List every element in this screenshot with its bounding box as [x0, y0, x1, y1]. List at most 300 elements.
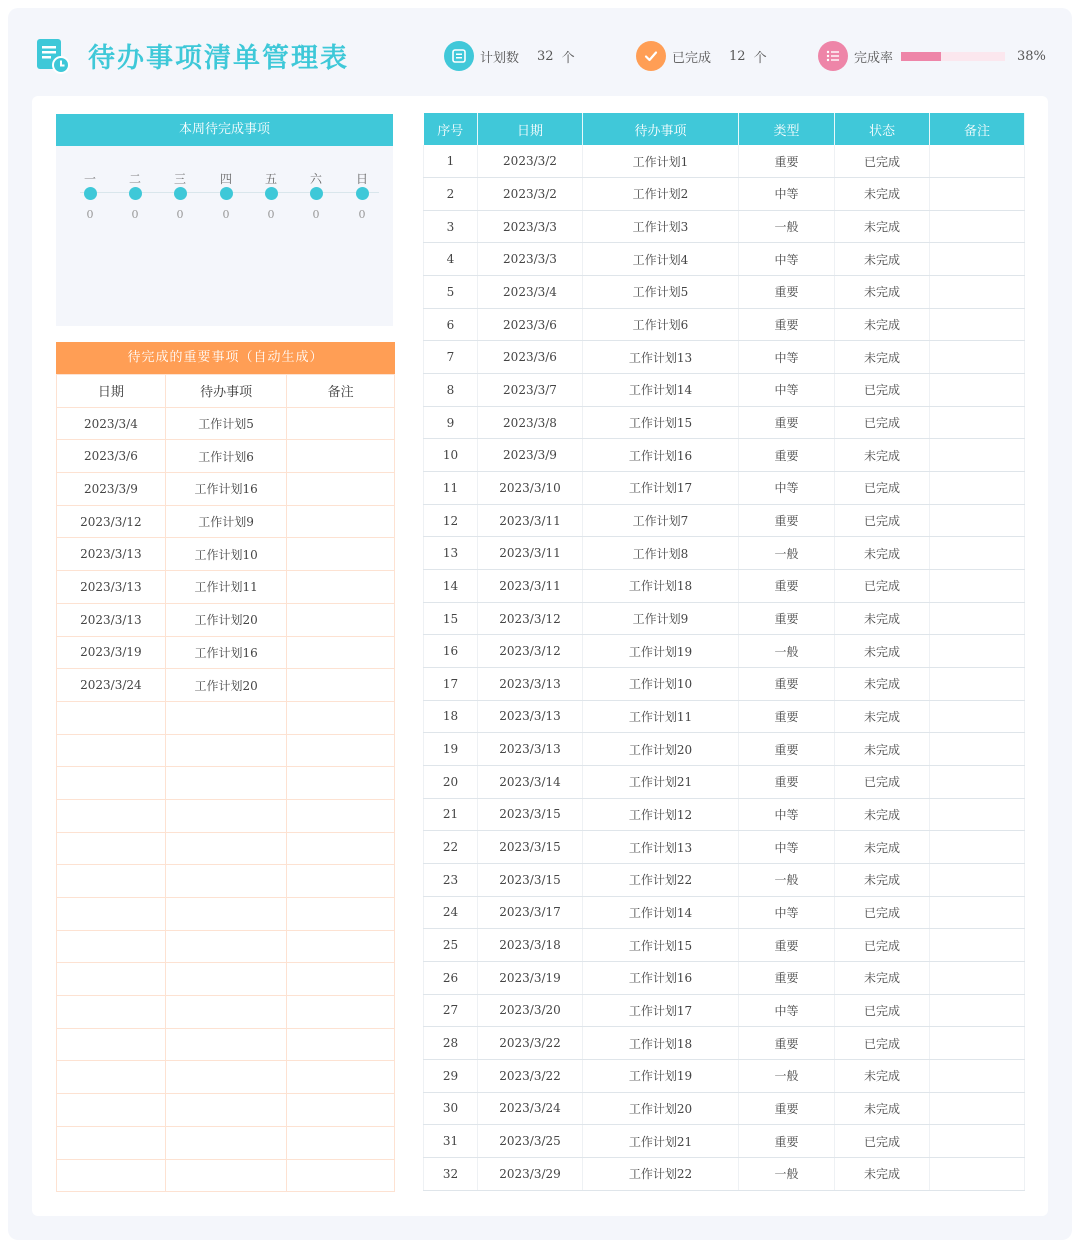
table-cell[interactable]: 中等 [739, 994, 835, 1027]
table-cell[interactable]: 未完成 [835, 798, 930, 831]
table-cell[interactable]: 2023/3/13 [478, 733, 583, 766]
table-cell[interactable]: 2023/3/22 [478, 1027, 583, 1060]
table-cell[interactable] [930, 1157, 1025, 1190]
table-cell[interactable]: 工作计划22 [583, 863, 739, 896]
table-row[interactable] [424, 504, 1025, 537]
table-row[interactable] [424, 145, 1025, 178]
table-cell[interactable]: 2023/3/19 [478, 961, 583, 994]
table-cell[interactable]: 2023/3/13 [57, 571, 166, 604]
table-cell[interactable]: 16 [424, 635, 478, 668]
table-cell[interactable] [930, 406, 1025, 439]
table-cell[interactable] [287, 571, 395, 604]
table-cell[interactable]: 8 [424, 374, 478, 407]
important-column-header[interactable]: 备注 [287, 375, 395, 408]
table-cell[interactable] [930, 1027, 1025, 1060]
table-cell[interactable] [287, 996, 395, 1029]
table-cell[interactable]: 工作计划11 [165, 571, 287, 604]
table-cell[interactable]: 2023/3/8 [478, 406, 583, 439]
table-row[interactable] [424, 635, 1025, 668]
table-cell[interactable]: 工作计划17 [583, 472, 739, 505]
task-column-header[interactable]: 类型 [739, 113, 835, 145]
table-cell[interactable]: 未完成 [835, 276, 930, 309]
table-cell[interactable]: 已完成 [835, 570, 930, 603]
table-cell[interactable]: 一般 [739, 1059, 835, 1092]
table-cell[interactable]: 重要 [739, 504, 835, 537]
table-row[interactable] [57, 963, 395, 996]
table-cell[interactable]: 未完成 [835, 733, 930, 766]
table-row[interactable] [424, 1027, 1025, 1060]
table-cell[interactable] [287, 898, 395, 931]
table-cell[interactable] [287, 636, 395, 669]
table-cell[interactable]: 重要 [739, 145, 835, 178]
table-cell[interactable]: 已完成 [835, 1125, 930, 1158]
table-cell[interactable]: 11 [424, 472, 478, 505]
table-cell[interactable]: 工作计划20 [165, 603, 287, 636]
table-cell[interactable] [165, 1028, 287, 1061]
table-cell[interactable]: 26 [424, 961, 478, 994]
table-row[interactable] [424, 798, 1025, 831]
table-cell[interactable]: 工作计划6 [583, 308, 739, 341]
table-cell[interactable]: 重要 [739, 439, 835, 472]
table-cell[interactable]: 工作计划3 [583, 210, 739, 243]
table-cell[interactable]: 重要 [739, 700, 835, 733]
table-cell[interactable] [930, 243, 1025, 276]
table-cell[interactable] [287, 603, 395, 636]
table-cell[interactable]: 工作计划21 [583, 1125, 739, 1158]
table-row[interactable] [424, 1092, 1025, 1125]
table-cell[interactable]: 工作计划12 [583, 798, 739, 831]
important-column-header[interactable]: 待办事项 [165, 375, 287, 408]
table-cell[interactable]: 未完成 [835, 635, 930, 668]
table-cell[interactable] [165, 734, 287, 767]
table-cell[interactable]: 重要 [739, 961, 835, 994]
table-row[interactable] [424, 537, 1025, 570]
table-cell[interactable]: 未完成 [835, 308, 930, 341]
table-cell[interactable] [930, 896, 1025, 929]
table-cell[interactable]: 已完成 [835, 929, 930, 962]
table-row[interactable] [424, 994, 1025, 1027]
table-cell[interactable]: 工作计划14 [583, 896, 739, 929]
table-cell[interactable]: 已完成 [835, 1027, 930, 1060]
table-cell[interactable]: 12 [424, 504, 478, 537]
table-cell[interactable] [165, 767, 287, 800]
table-cell[interactable]: 工作计划11 [583, 700, 739, 733]
table-cell[interactable]: 24 [424, 896, 478, 929]
table-cell[interactable]: 2023/3/6 [478, 308, 583, 341]
table-cell[interactable]: 2023/3/6 [57, 440, 166, 473]
table-row[interactable] [57, 701, 395, 734]
table-row[interactable] [424, 1157, 1025, 1190]
table-cell[interactable]: 重要 [739, 406, 835, 439]
table-row[interactable] [424, 374, 1025, 407]
table-cell[interactable] [165, 963, 287, 996]
table-cell[interactable]: 中等 [739, 374, 835, 407]
table-cell[interactable] [57, 1061, 166, 1094]
table-cell[interactable]: 一般 [739, 1157, 835, 1190]
table-cell[interactable]: 2023/3/6 [478, 341, 583, 374]
table-cell[interactable] [930, 537, 1025, 570]
table-cell[interactable] [287, 440, 395, 473]
table-cell[interactable] [287, 1126, 395, 1159]
table-cell[interactable]: 3 [424, 210, 478, 243]
table-row[interactable] [57, 473, 395, 506]
table-row[interactable] [57, 734, 395, 767]
table-cell[interactable]: 重要 [739, 929, 835, 962]
important-column-header[interactable]: 日期 [57, 375, 166, 408]
table-cell[interactable]: 9 [424, 406, 478, 439]
table-row[interactable] [57, 636, 395, 669]
table-row[interactable] [424, 929, 1025, 962]
table-cell[interactable]: 未完成 [835, 439, 930, 472]
table-row[interactable] [424, 961, 1025, 994]
table-cell[interactable]: 工作计划14 [583, 374, 739, 407]
table-cell[interactable]: 2023/3/15 [478, 831, 583, 864]
table-cell[interactable] [287, 930, 395, 963]
table-cell[interactable]: 2023/3/17 [478, 896, 583, 929]
table-cell[interactable]: 20 [424, 765, 478, 798]
table-cell[interactable]: 2023/3/13 [478, 700, 583, 733]
table-row[interactable] [57, 538, 395, 571]
table-cell[interactable]: 2023/3/12 [478, 635, 583, 668]
table-row[interactable] [424, 570, 1025, 603]
table-cell[interactable]: 工作计划7 [583, 504, 739, 537]
table-cell[interactable] [165, 1159, 287, 1192]
table-cell[interactable]: 工作计划16 [583, 961, 739, 994]
table-cell[interactable] [930, 602, 1025, 635]
table-row[interactable] [424, 831, 1025, 864]
table-cell[interactable]: 重要 [739, 276, 835, 309]
table-cell[interactable]: 工作计划16 [165, 636, 287, 669]
task-column-header[interactable]: 状态 [835, 113, 930, 145]
table-row[interactable] [424, 668, 1025, 701]
table-cell[interactable]: 2023/3/11 [478, 570, 583, 603]
table-cell[interactable]: 工作计划9 [165, 505, 287, 538]
table-cell[interactable] [930, 374, 1025, 407]
table-cell[interactable]: 31 [424, 1125, 478, 1158]
table-cell[interactable] [57, 701, 166, 734]
table-cell[interactable] [57, 898, 166, 931]
table-cell[interactable]: 工作计划22 [583, 1157, 739, 1190]
table-cell[interactable]: 中等 [739, 341, 835, 374]
table-cell[interactable]: 已完成 [835, 504, 930, 537]
table-row[interactable] [57, 505, 395, 538]
table-cell[interactable]: 23 [424, 863, 478, 896]
table-row[interactable] [57, 1126, 395, 1159]
table-cell[interactable]: 2023/3/9 [57, 473, 166, 506]
table-cell[interactable]: 22 [424, 831, 478, 864]
table-cell[interactable]: 2023/3/9 [478, 439, 583, 472]
table-cell[interactable]: 工作计划15 [583, 929, 739, 962]
table-cell[interactable] [287, 734, 395, 767]
table-row[interactable] [424, 1059, 1025, 1092]
table-cell[interactable]: 中等 [739, 178, 835, 211]
table-cell[interactable] [930, 700, 1025, 733]
table-cell[interactable]: 重要 [739, 570, 835, 603]
table-cell[interactable]: 2023/3/3 [478, 210, 583, 243]
table-cell[interactable]: 重要 [739, 602, 835, 635]
table-cell[interactable]: 未完成 [835, 1157, 930, 1190]
table-cell[interactable] [57, 1159, 166, 1192]
table-cell[interactable]: 29 [424, 1059, 478, 1092]
table-row[interactable] [57, 767, 395, 800]
table-row[interactable] [424, 276, 1025, 309]
table-cell[interactable] [287, 799, 395, 832]
table-cell[interactable] [930, 308, 1025, 341]
table-cell[interactable]: 工作计划13 [583, 831, 739, 864]
table-cell[interactable] [165, 996, 287, 1029]
table-cell[interactable]: 工作计划5 [583, 276, 739, 309]
table-cell[interactable]: 1 [424, 145, 478, 178]
table-cell[interactable]: 一般 [739, 210, 835, 243]
table-cell[interactable]: 未完成 [835, 668, 930, 701]
table-cell[interactable]: 工作计划6 [165, 440, 287, 473]
table-row[interactable] [424, 733, 1025, 766]
table-cell[interactable] [57, 996, 166, 1029]
table-cell[interactable] [287, 407, 395, 440]
table-cell[interactable]: 未完成 [835, 961, 930, 994]
table-cell[interactable]: 重要 [739, 308, 835, 341]
table-cell[interactable]: 已完成 [835, 145, 930, 178]
table-row[interactable] [57, 832, 395, 865]
table-cell[interactable]: 13 [424, 537, 478, 570]
table-row[interactable] [57, 1061, 395, 1094]
table-row[interactable] [57, 930, 395, 963]
table-row[interactable] [57, 440, 395, 473]
table-cell[interactable] [57, 963, 166, 996]
table-cell[interactable]: 中等 [739, 472, 835, 505]
table-cell[interactable]: 工作计划19 [583, 1059, 739, 1092]
table-cell[interactable] [930, 472, 1025, 505]
table-cell[interactable]: 2023/3/15 [478, 863, 583, 896]
table-cell[interactable]: 未完成 [835, 700, 930, 733]
table-cell[interactable]: 工作计划2 [583, 178, 739, 211]
table-cell[interactable]: 未完成 [835, 537, 930, 570]
table-cell[interactable]: 2023/3/12 [478, 602, 583, 635]
table-cell[interactable] [165, 1126, 287, 1159]
table-row[interactable] [57, 865, 395, 898]
table-cell[interactable]: 工作计划21 [583, 765, 739, 798]
table-cell[interactable]: 2023/3/13 [478, 668, 583, 701]
table-cell[interactable]: 已完成 [835, 765, 930, 798]
table-cell[interactable]: 2023/3/2 [478, 145, 583, 178]
table-cell[interactable]: 2023/3/2 [478, 178, 583, 211]
table-cell[interactable]: 工作计划20 [165, 669, 287, 702]
table-cell[interactable] [287, 473, 395, 506]
table-cell[interactable] [930, 929, 1025, 962]
task-column-header[interactable]: 备注 [930, 113, 1025, 145]
table-row[interactable] [57, 669, 395, 702]
table-cell[interactable] [57, 734, 166, 767]
table-cell[interactable] [165, 701, 287, 734]
table-cell[interactable]: 已完成 [835, 896, 930, 929]
table-cell[interactable]: 19 [424, 733, 478, 766]
table-cell[interactable]: 2023/3/13 [57, 538, 166, 571]
table-cell[interactable] [930, 961, 1025, 994]
table-cell[interactable] [930, 145, 1025, 178]
table-cell[interactable]: 中等 [739, 896, 835, 929]
table-cell[interactable]: 重要 [739, 1092, 835, 1125]
table-cell[interactable]: 17 [424, 668, 478, 701]
table-cell[interactable] [930, 1059, 1025, 1092]
table-row[interactable] [424, 341, 1025, 374]
table-cell[interactable]: 5 [424, 276, 478, 309]
table-cell[interactable] [287, 1094, 395, 1127]
table-cell[interactable]: 重要 [739, 668, 835, 701]
table-cell[interactable] [930, 668, 1025, 701]
table-cell[interactable]: 2023/3/10 [478, 472, 583, 505]
table-cell[interactable] [930, 439, 1025, 472]
table-cell[interactable]: 中等 [739, 798, 835, 831]
table-row[interactable] [57, 571, 395, 604]
table-cell[interactable]: 未完成 [835, 602, 930, 635]
table-row[interactable] [424, 1125, 1025, 1158]
table-row[interactable] [424, 178, 1025, 211]
table-cell[interactable]: 工作计划4 [583, 243, 739, 276]
table-cell[interactable]: 2023/3/22 [478, 1059, 583, 1092]
table-cell[interactable] [57, 1028, 166, 1061]
table-cell[interactable]: 重要 [739, 1125, 835, 1158]
table-cell[interactable]: 2023/3/12 [57, 505, 166, 538]
task-column-header[interactable]: 待办事项 [583, 113, 739, 145]
table-cell[interactable]: 已完成 [835, 406, 930, 439]
table-cell[interactable]: 未完成 [835, 1092, 930, 1125]
table-row[interactable] [424, 406, 1025, 439]
table-cell[interactable]: 工作计划17 [583, 994, 739, 1027]
table-cell[interactable]: 2023/3/13 [57, 603, 166, 636]
table-cell[interactable] [57, 865, 166, 898]
table-cell[interactable] [930, 1092, 1025, 1125]
table-cell[interactable] [287, 505, 395, 538]
table-cell[interactable]: 工作计划13 [583, 341, 739, 374]
table-cell[interactable]: 2023/3/20 [478, 994, 583, 1027]
table-cell[interactable]: 2023/3/18 [478, 929, 583, 962]
table-row[interactable] [424, 472, 1025, 505]
table-row[interactable] [57, 1028, 395, 1061]
table-cell[interactable]: 2023/3/24 [57, 669, 166, 702]
table-cell[interactable] [57, 799, 166, 832]
table-cell[interactable] [165, 930, 287, 963]
table-cell[interactable]: 工作计划5 [165, 407, 287, 440]
table-cell[interactable]: 未完成 [835, 178, 930, 211]
table-cell[interactable] [930, 1125, 1025, 1158]
table-cell[interactable]: 工作计划10 [165, 538, 287, 571]
table-cell[interactable]: 6 [424, 308, 478, 341]
table-row[interactable] [424, 863, 1025, 896]
table-cell[interactable]: 工作计划16 [583, 439, 739, 472]
table-row[interactable] [57, 1094, 395, 1127]
table-cell[interactable] [930, 765, 1025, 798]
table-cell[interactable] [57, 832, 166, 865]
table-cell[interactable]: 2023/3/24 [478, 1092, 583, 1125]
table-cell[interactable] [930, 276, 1025, 309]
table-cell[interactable]: 工作计划9 [583, 602, 739, 635]
table-cell[interactable] [287, 669, 395, 702]
table-cell[interactable]: 2023/3/25 [478, 1125, 583, 1158]
table-row[interactable] [57, 407, 395, 440]
table-cell[interactable]: 18 [424, 700, 478, 733]
table-cell[interactable]: 一般 [739, 635, 835, 668]
table-cell[interactable] [287, 701, 395, 734]
table-cell[interactable]: 21 [424, 798, 478, 831]
table-cell[interactable]: 30 [424, 1092, 478, 1125]
table-cell[interactable]: 2023/3/11 [478, 537, 583, 570]
table-cell[interactable]: 10 [424, 439, 478, 472]
table-cell[interactable]: 已完成 [835, 374, 930, 407]
table-cell[interactable]: 未完成 [835, 863, 930, 896]
table-cell[interactable] [287, 1061, 395, 1094]
table-cell[interactable]: 未完成 [835, 831, 930, 864]
table-cell[interactable] [287, 538, 395, 571]
table-cell[interactable]: 2023/3/15 [478, 798, 583, 831]
table-cell[interactable] [57, 1094, 166, 1127]
table-row[interactable] [424, 602, 1025, 635]
table-cell[interactable] [930, 994, 1025, 1027]
table-cell[interactable]: 重要 [739, 765, 835, 798]
table-cell[interactable] [930, 210, 1025, 243]
table-cell[interactable]: 工作计划16 [165, 473, 287, 506]
table-cell[interactable]: 2023/3/4 [478, 276, 583, 309]
table-cell[interactable]: 14 [424, 570, 478, 603]
table-cell[interactable]: 工作计划18 [583, 570, 739, 603]
table-cell[interactable]: 工作计划15 [583, 406, 739, 439]
table-cell[interactable]: 工作计划20 [583, 1092, 739, 1125]
table-cell[interactable] [165, 898, 287, 931]
table-cell[interactable] [287, 832, 395, 865]
table-cell[interactable] [287, 1028, 395, 1061]
table-cell[interactable]: 27 [424, 994, 478, 1027]
table-cell[interactable]: 工作计划18 [583, 1027, 739, 1060]
table-cell[interactable] [57, 1126, 166, 1159]
table-cell[interactable]: 工作计划10 [583, 668, 739, 701]
table-cell[interactable]: 中等 [739, 831, 835, 864]
table-cell[interactable] [930, 863, 1025, 896]
table-cell[interactable]: 未完成 [835, 210, 930, 243]
table-cell[interactable]: 2023/3/4 [57, 407, 166, 440]
table-cell[interactable] [930, 570, 1025, 603]
table-cell[interactable] [57, 930, 166, 963]
table-cell[interactable]: 重要 [739, 733, 835, 766]
table-cell[interactable]: 25 [424, 929, 478, 962]
table-row[interactable] [424, 700, 1025, 733]
table-cell[interactable] [287, 1159, 395, 1192]
table-cell[interactable] [930, 831, 1025, 864]
table-cell[interactable]: 一般 [739, 537, 835, 570]
table-cell[interactable]: 7 [424, 341, 478, 374]
table-cell[interactable]: 已完成 [835, 994, 930, 1027]
table-row[interactable] [57, 996, 395, 1029]
table-cell[interactable] [57, 767, 166, 800]
table-row[interactable] [57, 1159, 395, 1192]
table-cell[interactable]: 未完成 [835, 341, 930, 374]
table-cell[interactable] [287, 865, 395, 898]
table-cell[interactable] [165, 865, 287, 898]
table-row[interactable] [424, 210, 1025, 243]
table-cell[interactable]: 2023/3/19 [57, 636, 166, 669]
table-cell[interactable]: 32 [424, 1157, 478, 1190]
table-cell[interactable]: 未完成 [835, 243, 930, 276]
task-column-header[interactable]: 日期 [478, 113, 583, 145]
table-cell[interactable]: 2023/3/14 [478, 765, 583, 798]
table-cell[interactable]: 未完成 [835, 1059, 930, 1092]
table-cell[interactable] [287, 767, 395, 800]
table-cell[interactable]: 重要 [739, 1027, 835, 1060]
table-cell[interactable]: 工作计划20 [583, 733, 739, 766]
table-row[interactable] [57, 799, 395, 832]
table-cell[interactable] [930, 341, 1025, 374]
table-row[interactable] [424, 896, 1025, 929]
table-cell[interactable] [165, 1061, 287, 1094]
table-cell[interactable]: 2023/3/7 [478, 374, 583, 407]
